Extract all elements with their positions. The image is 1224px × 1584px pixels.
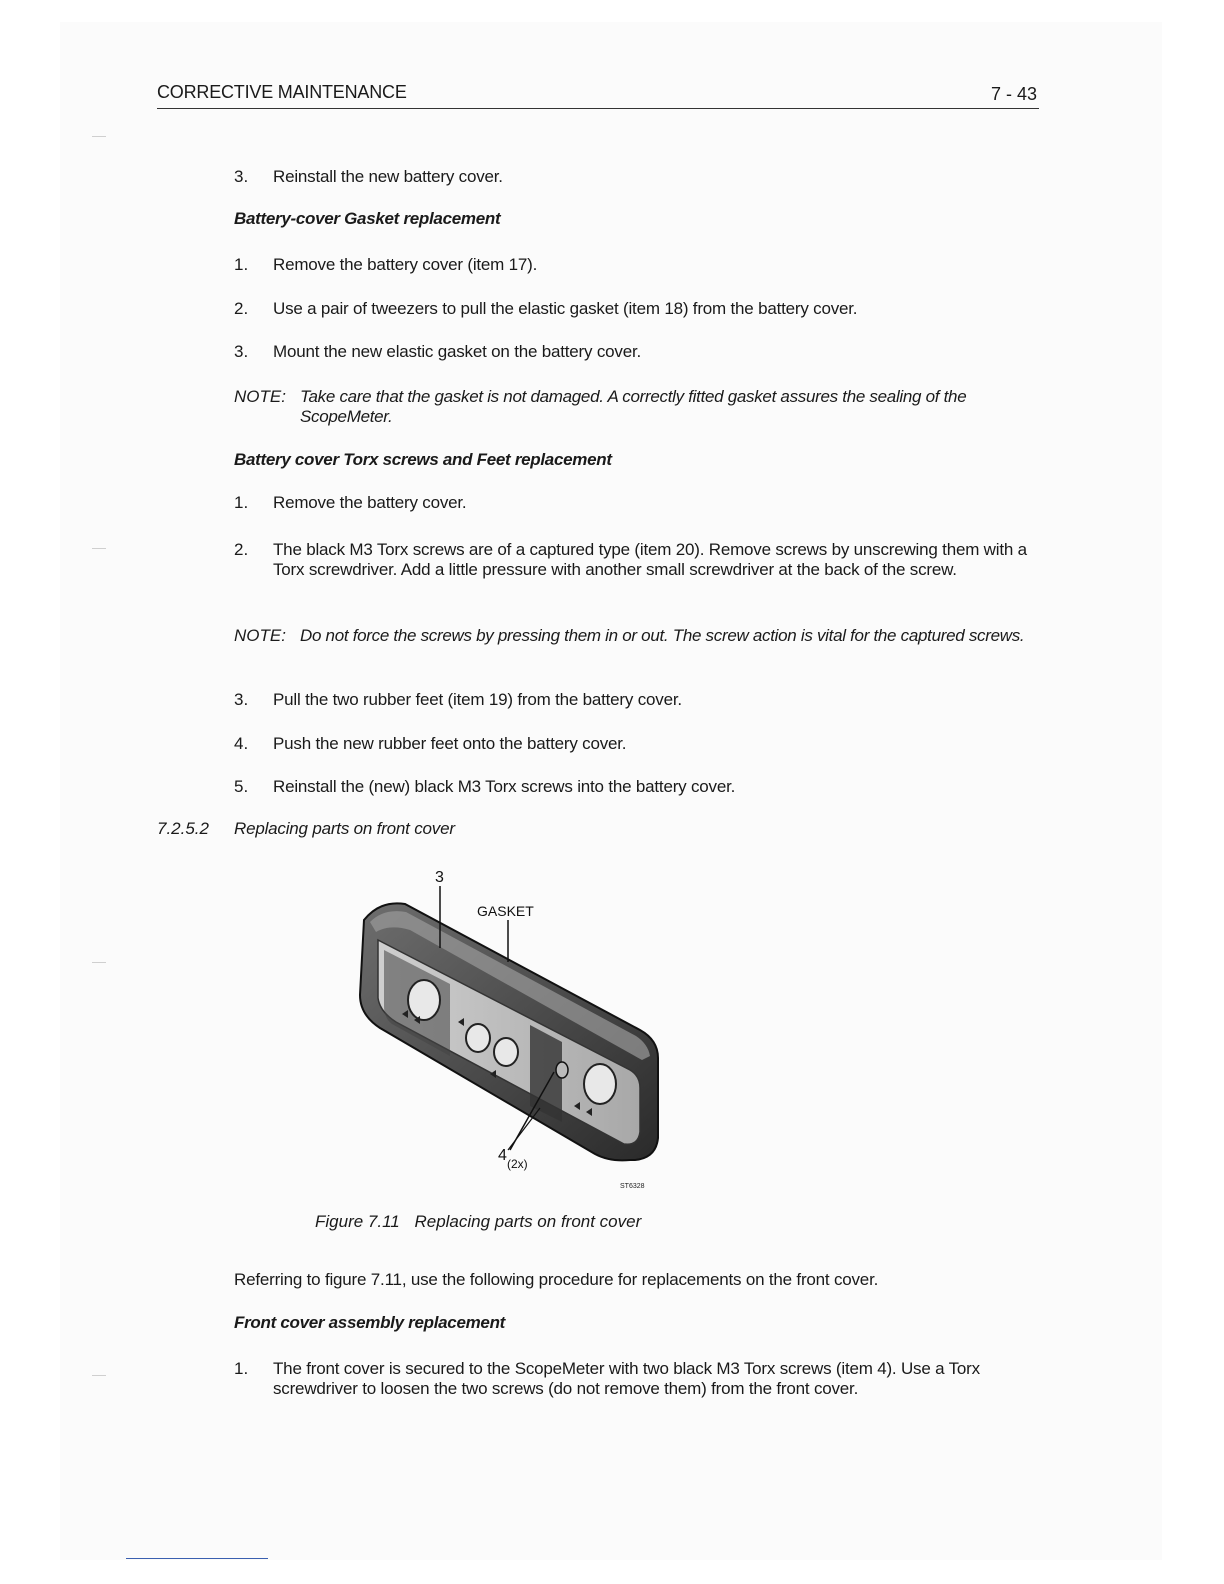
step-text: Push the new rubber feet onto the battery cover. [273, 734, 627, 753]
step-number: 5. [234, 777, 249, 796]
margin-mark [92, 962, 106, 963]
step-number: 3. [234, 167, 249, 186]
knob-middle-b [494, 1038, 518, 1066]
knob-right [584, 1064, 616, 1104]
step-number: 1. [234, 493, 249, 512]
front-cover-figure [340, 860, 680, 1200]
note-label: NOTE: [234, 626, 286, 645]
margin-mark [92, 136, 106, 137]
knob-left [408, 980, 440, 1020]
callout-line-4b [508, 1108, 540, 1150]
subsection-number: 7.2.5.2 [157, 819, 209, 838]
margin-mark [92, 548, 106, 549]
step-text: The front cover is secured to the ScopeMeter with two black M3 Torx screws (item 4). Use a Torx screwdriver to loosen the two screws (do not remove them) from the front cover. [273, 1359, 980, 1398]
figure-caption-text: Replacing parts on front cover [414, 1212, 642, 1231]
figure-label-2x: (2x) [507, 1157, 528, 1171]
figure-label-gasket: GASKET [477, 903, 534, 919]
step-text: Reinstall the new battery cover. [273, 167, 503, 186]
step-number: 3. [234, 342, 249, 361]
step-text: Remove the battery cover (item 17). [273, 255, 538, 274]
step-text: Mount the new elastic gasket on the battery cover. [273, 342, 641, 361]
step-text: The black M3 Torx screws are of a captured type (item 20). Remove screws by unscrewing them with a Torx screwdriver. Add a little pressure with another small screwdriver at the back of the screw. [273, 540, 1027, 579]
step-text: Remove the battery cover. [273, 493, 467, 512]
step-text: Pull the two rubber feet (item 19) from the battery cover. [273, 690, 682, 709]
figure-caption [315, 1212, 641, 1232]
figure-label-3: 3 [435, 869, 444, 886]
section-heading-front-cover: Front cover assembly replacement [234, 1313, 506, 1332]
step-number: 1. [234, 1359, 249, 1378]
subsection-title: Replacing parts on front cover [234, 819, 455, 838]
referring-paragraph: Referring to figure 7.11, use the following procedure for replacements on the front cover. [234, 1270, 879, 1289]
step-number: 2. [234, 299, 249, 318]
footer-rule [126, 1558, 268, 1559]
figure-label-4: 4 [498, 1147, 507, 1164]
figure-caption-label: Figure 7.11 [315, 1212, 400, 1231]
step-number: 1. [234, 255, 249, 274]
note-label: NOTE: [234, 387, 286, 406]
figure-code: ST6328 [620, 1183, 645, 1190]
section-heading-torx: Battery cover Torx screws and Feet replacement [234, 450, 612, 469]
header-section-title: CORRECTIVE MAINTENANCE [157, 82, 407, 102]
screw-hole [556, 1062, 568, 1078]
page-header [157, 82, 1039, 109]
section-heading-gasket: Battery-cover Gasket replacement [234, 209, 501, 228]
knob-middle-a [466, 1024, 490, 1052]
header-page-number: 7 - 43 [990, 84, 1037, 104]
step-text: Reinstall the (new) black M3 Torx screws into the battery cover. [273, 777, 736, 796]
note-text: Do not force the screws by pressing them in or out. The screw action is vital for the captured screws. [300, 626, 1025, 645]
note-text: Take care that the gasket is not damaged. A correctly fitted gasket assures the sealing of the ScopeMeter. [300, 387, 967, 426]
step-number: 4. [234, 734, 249, 753]
step-text: Use a pair of tweezers to pull the elastic gasket (item 18) from the battery cover. [273, 299, 858, 318]
step-number: 2. [234, 540, 249, 559]
margin-mark [92, 1375, 106, 1376]
step-number: 3. [234, 690, 249, 709]
